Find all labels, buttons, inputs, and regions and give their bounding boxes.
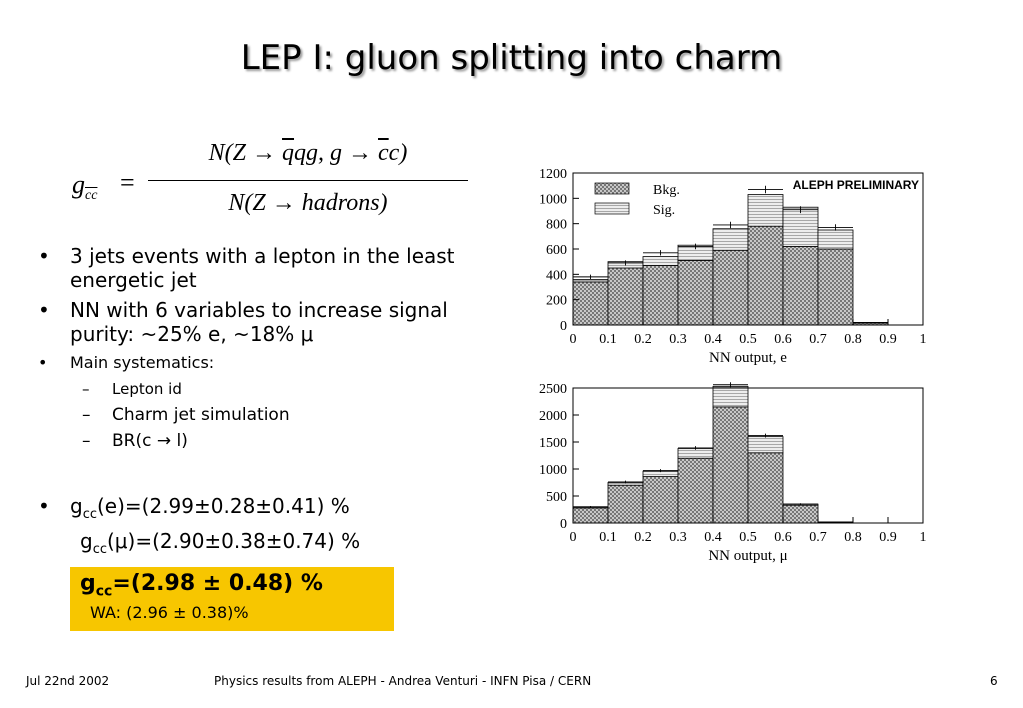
x-axis-label: NN output, μ bbox=[708, 548, 788, 564]
y-tick-label: 1000 bbox=[539, 192, 567, 208]
bar-bkg bbox=[643, 265, 678, 325]
bar-sig bbox=[748, 195, 783, 227]
legend-swatch bbox=[595, 183, 629, 194]
bar-bkg bbox=[748, 453, 783, 523]
legend-label: Sig. bbox=[653, 203, 676, 218]
x-tick-label: 0.2 bbox=[634, 332, 652, 347]
bar-bkg bbox=[713, 407, 748, 523]
legend-label: Bkg. bbox=[653, 183, 680, 198]
bar-sig bbox=[713, 229, 748, 251]
y-tick-label: 500 bbox=[546, 490, 567, 505]
y-tick-label: 1000 bbox=[539, 463, 567, 478]
x-tick-label: 0 bbox=[569, 332, 577, 347]
bar-bkg bbox=[643, 477, 678, 523]
x-tick-label: 0.1 bbox=[599, 530, 617, 545]
y-tick-label: 400 bbox=[546, 268, 567, 284]
gcc-electron: $g_{cc}(e)=(2.99\pm 0.28\pm 0.41)$ % bbox=[70, 494, 350, 522]
x-tick-label: 0.3 bbox=[669, 530, 687, 545]
bar-bkg bbox=[818, 249, 853, 325]
x-tick-label: 1 bbox=[919, 332, 927, 347]
y-tick-label: 800 bbox=[546, 217, 567, 233]
formula-numerator: $N(Z \to \overline{q}qg$, $g \to \overline{c}c$) bbox=[208, 140, 408, 166]
bullet-item: • 3 jets events with a lepton in the least energetic jet bbox=[38, 244, 488, 292]
bar-bkg bbox=[783, 246, 818, 325]
bar-bkg bbox=[608, 268, 643, 325]
bar-sig bbox=[678, 448, 713, 458]
gcc-muon: $g_{cc}(\mu)=(2.90\pm 0.38\pm 0.74)$ % bbox=[80, 529, 361, 557]
x-tick-label: 0.7 bbox=[809, 530, 827, 545]
sub-bullet-item: – Lepton id bbox=[38, 376, 488, 402]
x-tick-label: 0.5 bbox=[739, 530, 757, 545]
bar-bkg bbox=[608, 485, 643, 523]
x-tick-label: 0.7 bbox=[809, 332, 827, 347]
slide-title: LEP I: gluon splitting into charm bbox=[240, 38, 783, 78]
x-tick-label: 0.8 bbox=[844, 332, 862, 347]
x-tick-label: 0 bbox=[569, 530, 577, 545]
bar-sig bbox=[713, 386, 748, 407]
bar-sig bbox=[573, 279, 608, 282]
legend-swatch bbox=[595, 203, 629, 214]
combined-result: $g_{cc}=(2.98 \pm 0.48)$ % bbox=[80, 571, 323, 600]
sub-bullet-item: – BR(c → l) bbox=[38, 428, 488, 454]
x-tick-label: 0.1 bbox=[599, 332, 617, 347]
x-tick-label: 0.2 bbox=[634, 530, 652, 545]
y-tick-label: 1200 bbox=[539, 167, 567, 182]
bar-sig bbox=[748, 437, 783, 453]
bar-bkg bbox=[783, 505, 818, 523]
x-tick-label: 0.9 bbox=[879, 530, 897, 545]
histogram-electron bbox=[525, 165, 935, 370]
footer-page-number: 6 bbox=[990, 674, 998, 688]
x-tick-label: 0.3 bbox=[669, 332, 687, 347]
fraction-bar bbox=[148, 180, 468, 181]
x-tick-label: 0.5 bbox=[739, 332, 757, 347]
result-box bbox=[70, 567, 394, 631]
chart-title: ALEPH PRELIMINARY bbox=[792, 178, 919, 192]
x-tick-label: 1 bbox=[919, 530, 927, 545]
bar-bkg bbox=[678, 458, 713, 523]
bullet-list bbox=[38, 244, 488, 454]
y-tick-label: 0 bbox=[560, 319, 567, 334]
bar-bkg bbox=[713, 250, 748, 325]
x-tick-label: 0.6 bbox=[774, 530, 792, 545]
gcc-definition-formula bbox=[72, 140, 442, 230]
gcc-measurements: • $g_{cc}(e)=(2.99\pm 0.28\pm 0.41)$ % $g_{cc}(\mu)=(2.90\pm 0.38\pm 0.74)$ % bbox=[38, 493, 488, 563]
bar-bkg bbox=[748, 226, 783, 325]
y-tick-label: 0 bbox=[560, 517, 567, 532]
x-tick-label: 0.8 bbox=[844, 530, 862, 545]
bar-bkg bbox=[678, 260, 713, 325]
x-tick-label: 0.4 bbox=[704, 530, 722, 545]
histogram-muon bbox=[525, 380, 935, 570]
footer-credits: Physics results from ALEPH - Andrea Venturi - INFN Pisa / CERN bbox=[214, 674, 592, 688]
y-tick-label: 2000 bbox=[539, 409, 567, 424]
x-tick-label: 0.6 bbox=[774, 332, 792, 347]
formula-lhs: $g_{\overline{cc}}$ bbox=[72, 170, 98, 204]
bullet-systematics: • Main systematics: bbox=[38, 352, 488, 374]
bar-bkg bbox=[573, 508, 608, 523]
y-tick-label: 600 bbox=[546, 243, 567, 258]
formula-denominator: N(Z → hadrons) bbox=[228, 190, 388, 216]
bar-sig bbox=[818, 230, 853, 249]
footer-date: Jul 22nd 2002 bbox=[26, 674, 110, 688]
y-tick-label: 1500 bbox=[539, 436, 567, 451]
y-tick-label: 200 bbox=[546, 293, 567, 309]
formula-equals: = bbox=[120, 168, 135, 197]
bullet-item: • NN with 6 variables to increase signal purity: ~25% e, ~18% μ bbox=[38, 298, 488, 346]
y-tick-label: 2500 bbox=[539, 382, 567, 397]
x-tick-label: 0.9 bbox=[879, 332, 897, 347]
x-tick-label: 0.4 bbox=[704, 332, 722, 347]
world-average: WA: (2.96 ± 0.38)% bbox=[90, 603, 249, 622]
bar-sig bbox=[643, 257, 678, 266]
sub-bullet-item: – Charm jet simulation bbox=[38, 402, 488, 428]
x-axis-label: NN output, e bbox=[709, 350, 787, 366]
bar-bkg bbox=[573, 282, 608, 325]
